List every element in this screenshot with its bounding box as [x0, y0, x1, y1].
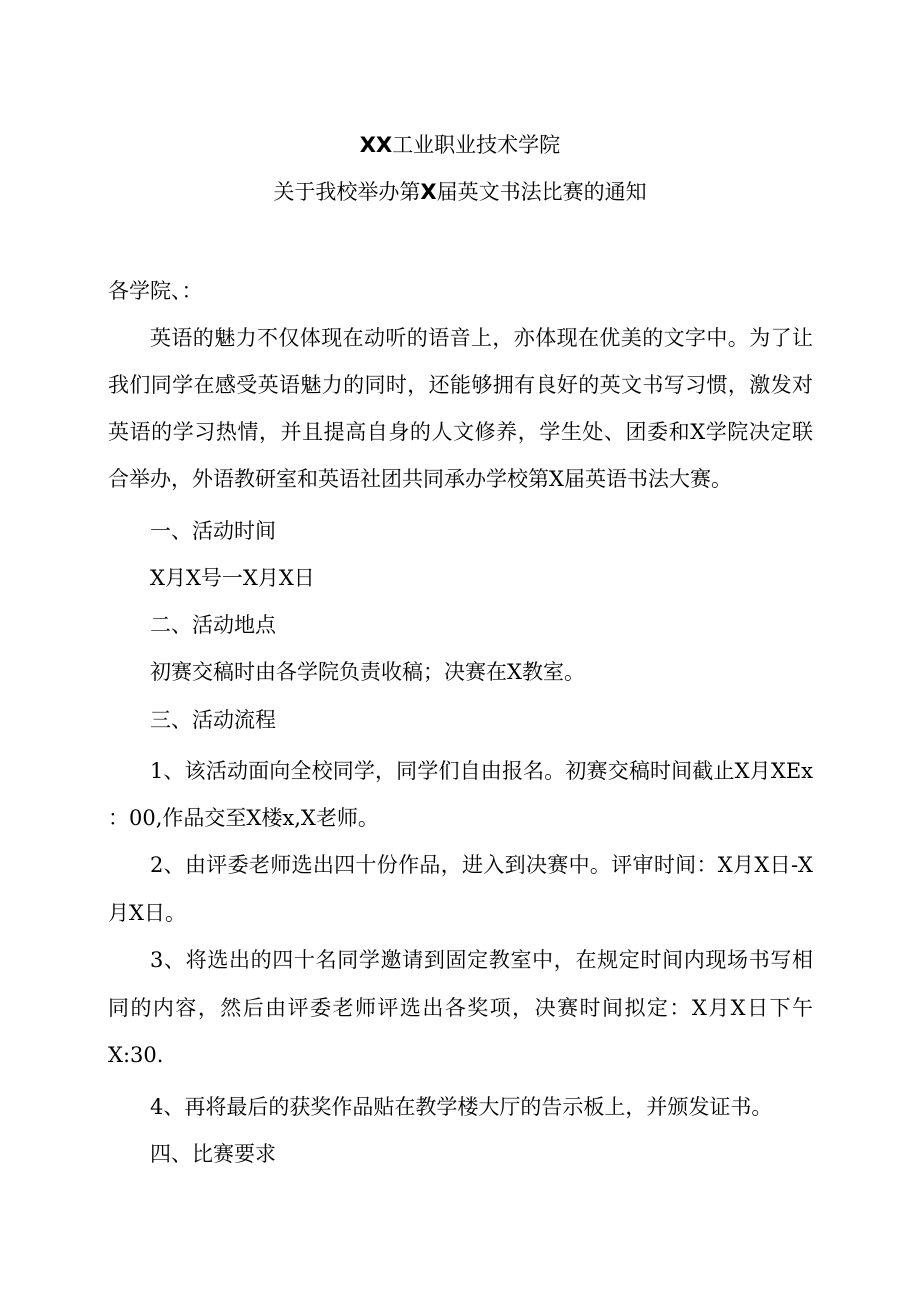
section-heading-location: 二、活动地点	[150, 613, 276, 637]
intro-line-1: 英语的魅力不仅体现在动听的语音上，亦体现在优美的文字中。为了让	[150, 326, 813, 350]
title-notice-x: X	[420, 180, 437, 204]
process-item-4: 4、再将最后的获奖作品贴在教学楼大厅的告示板上，并颁发证书。	[150, 1095, 773, 1119]
section-text-time: X月X号一X月X日	[150, 566, 315, 590]
title-notice-post: 届英文书法比赛的通知	[436, 180, 647, 204]
section-heading-process: 三、活动流程	[150, 708, 276, 732]
process-item-1-line-1: 1、该活动面向全校同学，同学们自由报名。初赛交稿时间截止X月XEx	[150, 759, 813, 783]
intro-line-3: 英语的学习热情，并且提高自身的人文修养，学生处、团委和X学院决定联	[108, 420, 813, 444]
section-text-location: 初赛交稿时由各学院负责收稿；决赛在X教室。	[150, 660, 585, 684]
process-item-3-line-1: 3、将选出的四十名同学邀请到固定教室中，在规定时间内现场书写相	[150, 948, 813, 972]
title-school-name: 工业职业技术学院	[392, 133, 561, 157]
document-title-school	[0, 131, 920, 159]
section-heading-requirements: 四、比赛要求	[150, 1142, 276, 1166]
process-item-2-line-1: 2、由评委老师选出四十份作品，进入到决赛中。评审时间：X月X日-X	[150, 853, 813, 877]
process-item-1-line-2: ：00,作品交至X楼x,X老师。	[108, 806, 379, 830]
title-school-prefix: XX	[359, 133, 393, 157]
intro-line-4: 合举办，外语教研室和英语社团共同承办学校第X届英语书法大赛。	[108, 467, 732, 491]
process-item-3-line-2: 同的内容，然后由评委老师评选出各奖项，决赛时间拟定：X月X日下午	[108, 996, 813, 1020]
section-heading-time: 一、活动时间	[150, 519, 276, 543]
intro-line-2: 我们同学在感受英语魅力的同时，还能够拥有良好的英文书写习惯，激发对	[108, 373, 813, 397]
document-title-notice	[0, 178, 920, 206]
salutation: 各学院、：	[108, 279, 203, 303]
process-item-2-line-2: 月X日。	[108, 901, 186, 925]
title-notice-pre: 关于我校举办第	[273, 180, 421, 204]
process-item-3-line-3: X:30.	[108, 1043, 164, 1067]
